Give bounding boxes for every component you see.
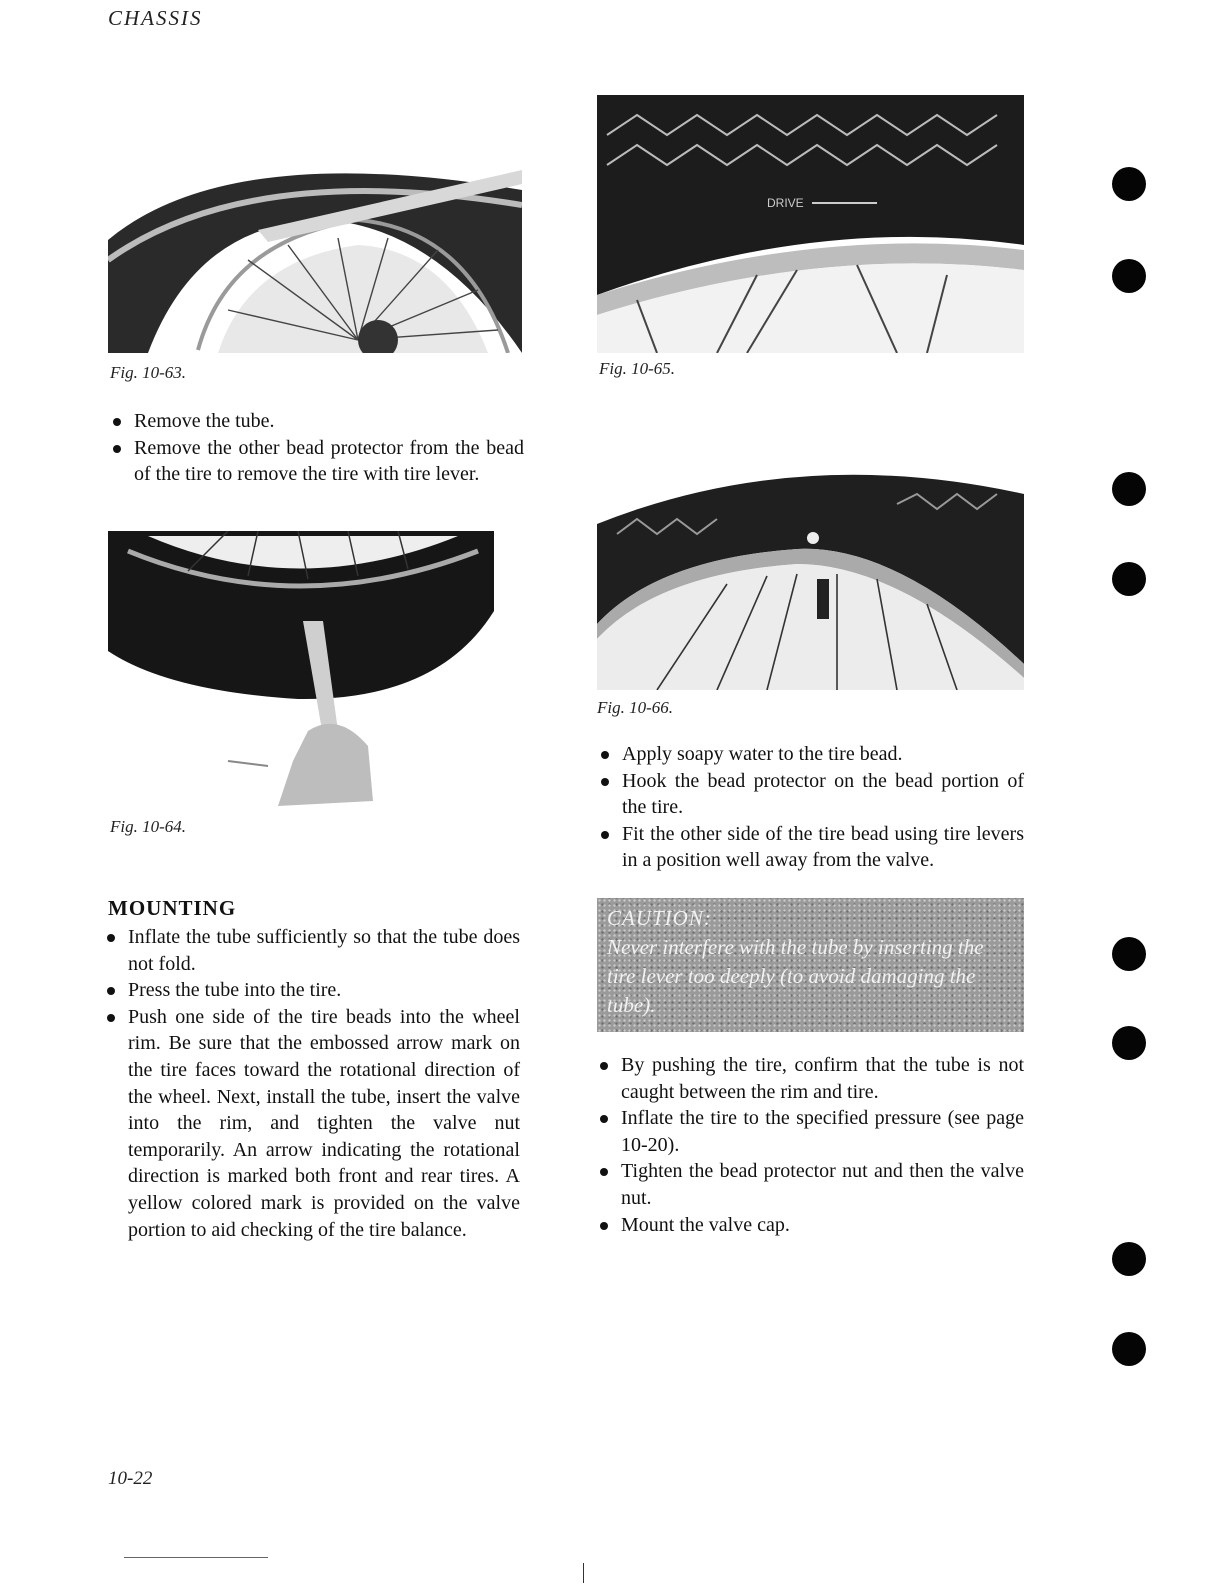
list-item: By pushing the tire, confirm that the tube is not caught between the rim and tire.: [597, 1052, 1024, 1105]
figure-10-66-caption: Fig. 10-66.: [597, 698, 674, 717]
figure-10-63-photo: [108, 150, 522, 353]
list-item: Press the tube into the tire.: [104, 977, 520, 1004]
list-item: Remove the tube.: [110, 408, 524, 435]
binder-hole: [1112, 1242, 1146, 1276]
mounting-heading: MOUNTING: [108, 896, 237, 920]
figure-10-64-photo: [108, 531, 494, 811]
figure-10-64-caption: Fig. 10-64.: [110, 817, 187, 836]
center-mark: [583, 1563, 584, 1583]
removal-steps-list: [110, 408, 524, 488]
figure-10-63-caption: Fig. 10-63.: [110, 363, 187, 382]
finish-steps-list: [597, 1052, 1024, 1238]
list-item: Mount the valve cap.: [597, 1212, 1024, 1239]
binder-hole: [1112, 937, 1146, 971]
page-number: 10-22: [108, 1468, 153, 1489]
caution-text: Never interfere with the tube by inserting the tire lever too deeply (to avoid damaging the tube).: [607, 935, 984, 1017]
list-item: Remove the other bead protector from the bead of the tire to remove the tire with tire lever.: [110, 435, 524, 488]
binder-hole: [1112, 259, 1146, 293]
binder-hole: [1112, 562, 1146, 596]
caution-box: [597, 898, 1024, 1032]
figure-10-65-photo: [597, 95, 1024, 353]
list-item: Fit the other side of the tire bead using tire levers in a position well away from the valve.: [598, 821, 1024, 874]
list-item: Apply soapy water to the tire bead.: [598, 741, 1024, 768]
list-item: Tighten the bead protector nut and then the valve nut.: [597, 1158, 1024, 1211]
caution-title: CAUTION:: [607, 906, 712, 930]
binder-hole: [1112, 1026, 1146, 1060]
section-header: CHASSIS: [108, 6, 203, 30]
footer-divider: [124, 1557, 268, 1558]
figure-10-66-photo: [597, 464, 1024, 690]
bead-steps-list: [598, 741, 1024, 874]
list-item: Inflate the tube sufficiently so that the tube does not fold.: [104, 924, 520, 977]
figure-10-65-caption: Fig. 10-65.: [599, 359, 676, 378]
binder-hole: [1112, 167, 1146, 201]
list-item: Inflate the tire to the specified pressure (see page 10-20).: [597, 1105, 1024, 1158]
binder-hole: [1112, 1332, 1146, 1366]
svg-text:DRIVE: DRIVE: [767, 196, 804, 210]
list-item: Hook the bead protector on the bead portion of the tire.: [598, 768, 1024, 821]
mounting-steps-list: [104, 924, 520, 1243]
binder-hole: [1112, 472, 1146, 506]
list-item: Push one side of the tire beads into the wheel rim. Be sure that the embossed arrow mark on the tire faces toward the rotational direction of the wheel. Next, install the tube, insert the valve into the rim, and tighten the valve nut temporarily. An arrow indicating the rotational direction is marked both front and rear tires. A yellow colored mark is provided on the valve portion to aid checking of the tire balance.: [104, 1004, 520, 1243]
